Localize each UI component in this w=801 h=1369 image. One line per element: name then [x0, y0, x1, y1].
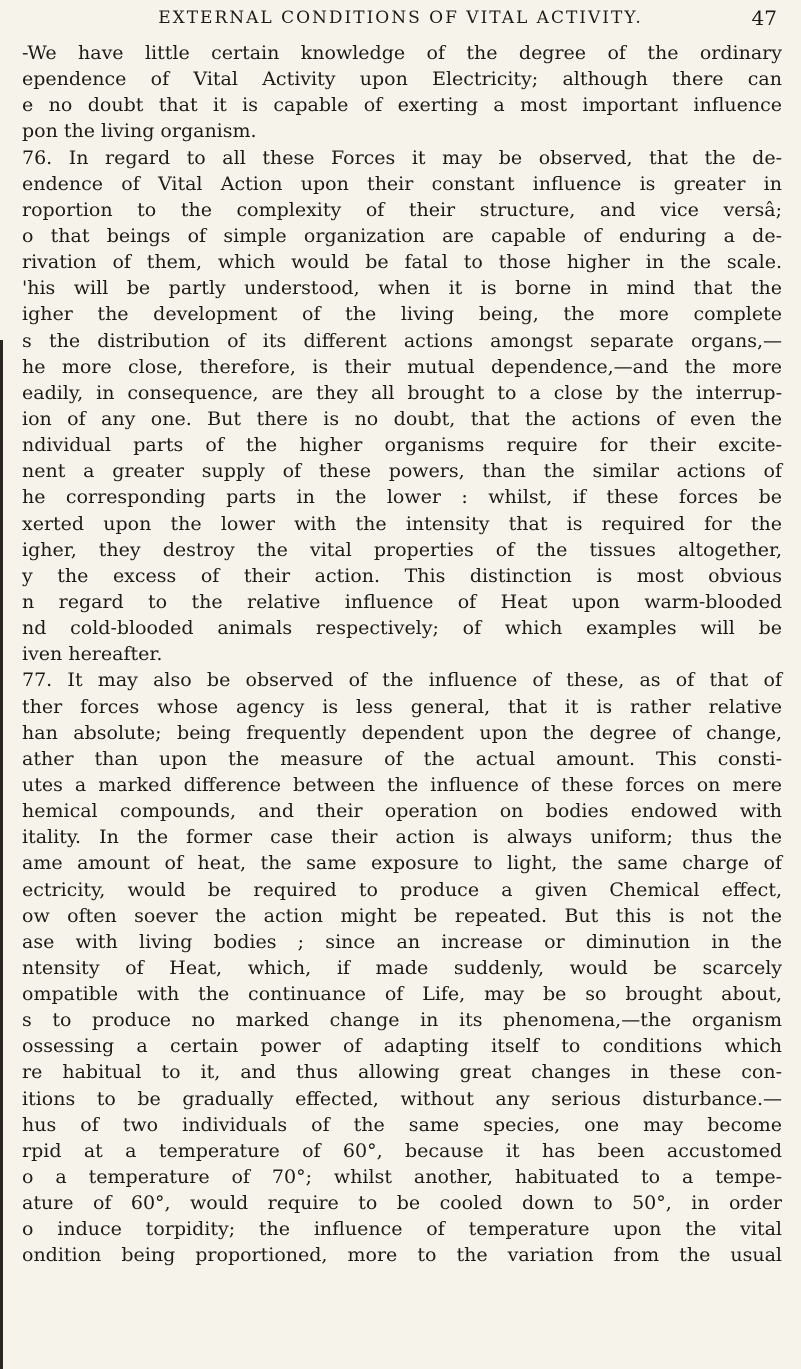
text-line: 77. It may also be observed of the influence of these, as of that of — [22, 669, 782, 692]
text-line: igher, they destroy the vital properties of the tissues altogether, — [22, 538, 782, 561]
text-line: ossessing a certain power of adapting itself to conditions which — [22, 1035, 782, 1058]
text-line: o a temperature of 70°; whilst another, habituated to a tempe- — [22, 1166, 782, 1189]
text-line: y the excess of their action. This distinction is most obvious — [22, 564, 782, 587]
text-line: o induce torpidity; the influence of temperature upon the vital — [22, 1218, 782, 1241]
text-line: 76. In regard to all these Forces it may be observed, that the de- — [22, 146, 782, 169]
text-line: he corresponding parts in the lower : whilst, if these forces be — [22, 486, 782, 509]
binding-gutter-shadow — [0, 340, 3, 1369]
text-line: ow often soever the action might be repeated. But this is not the — [22, 904, 782, 927]
text-line: ntensity of Heat, which, if made suddenly, would be scarcely — [22, 956, 782, 979]
text-line: he more close, therefore, is their mutual dependence,—and the more — [22, 355, 782, 378]
text-line: nent a greater supply of these powers, than the similar actions of — [22, 460, 782, 483]
text-line: ather than upon the measure of the actual amount. This consti- — [22, 747, 782, 770]
text-line: e no doubt that it is capable of exerting a most important influence — [22, 94, 782, 117]
text-line: igher the development of the living being, the more complete — [22, 303, 782, 326]
body-text — [22, 40, 782, 1269]
text-line: ndividual parts of the higher organisms require for their excite- — [22, 434, 782, 457]
text-line: roportion to the complexity of their structure, and vice versâ; — [22, 198, 782, 221]
text-line: ase with living bodies ; since an increase or diminution in the — [22, 930, 782, 953]
text-line: nd cold-blooded animals respectively; of which examples will be — [22, 617, 782, 640]
text-line: ompatible with the continuance of Life, may be so brought about, — [22, 983, 782, 1006]
text-line: ependence of Vital Activity upon Electricity; although there can — [22, 68, 782, 91]
text-line: itality. In the former case their action is always uniform; thus the — [22, 826, 782, 849]
text-line: pon the living organism. — [22, 120, 257, 143]
page-header — [0, 6, 801, 36]
text-line: han absolute; being frequently dependent upon the degree of change, — [22, 721, 782, 744]
text-line: utes a marked difference between the influence of these forces on mere — [22, 773, 782, 796]
text-line: o that beings of simple organization are capable of enduring a de- — [22, 224, 782, 247]
text-line: ther forces whose agency is less general, that it is rather relative — [22, 695, 782, 718]
text-line: ion of any one. But there is no doubt, that the actions of even the — [22, 407, 782, 430]
text-line: s to produce no marked change in its phenomena,—the organism — [22, 1009, 782, 1032]
text-line: itions to be gradually effected, without any serious disturbance.— — [22, 1087, 782, 1110]
text-line: ectricity, would be required to produce a given Chemical effect, — [22, 878, 782, 901]
text-line: rpid at a temperature of 60°, because it has been accustomed — [22, 1139, 782, 1162]
text-line: ame amount of heat, the same exposure to light, the same charge of — [22, 852, 782, 875]
text-line: iven hereafter. — [22, 643, 163, 666]
text-line: hemical compounds, and their operation on bodies endowed with — [22, 800, 782, 823]
text-line: n regard to the relative influence of Heat upon warm-blooded — [22, 590, 782, 613]
text-line: ature of 60°, would require to be cooled down to 50°, in order — [22, 1192, 782, 1215]
text-line: endence of Vital Action upon their constant influence is greater in — [22, 172, 782, 195]
running-head: EXTERNAL CONDITIONS OF VITAL ACTIVITY. — [158, 8, 643, 28]
text-line: eadily, in consequence, are they all brought to a close by the interrup- — [22, 381, 782, 404]
text-line: rivation of them, which would be fatal to those higher in the scale. — [22, 251, 782, 274]
text-line: ondition being proportioned, more to the variation from the usual — [22, 1244, 782, 1267]
page-number: 47 — [751, 6, 777, 30]
text-line: re habitual to it, and thus allowing great changes in these con- — [22, 1061, 782, 1084]
text-line: xerted upon the lower with the intensity that is required for the — [22, 512, 782, 535]
text-line: -We have little certain knowledge of the degree of the ordinary — [22, 42, 782, 64]
text-line: 'his will be partly understood, when it is borne in mind that the — [22, 277, 782, 300]
text-line: hus of two individuals of the same species, one may become — [22, 1113, 782, 1136]
text-line: s the distribution of its different actions amongst separate organs,— — [22, 329, 782, 352]
